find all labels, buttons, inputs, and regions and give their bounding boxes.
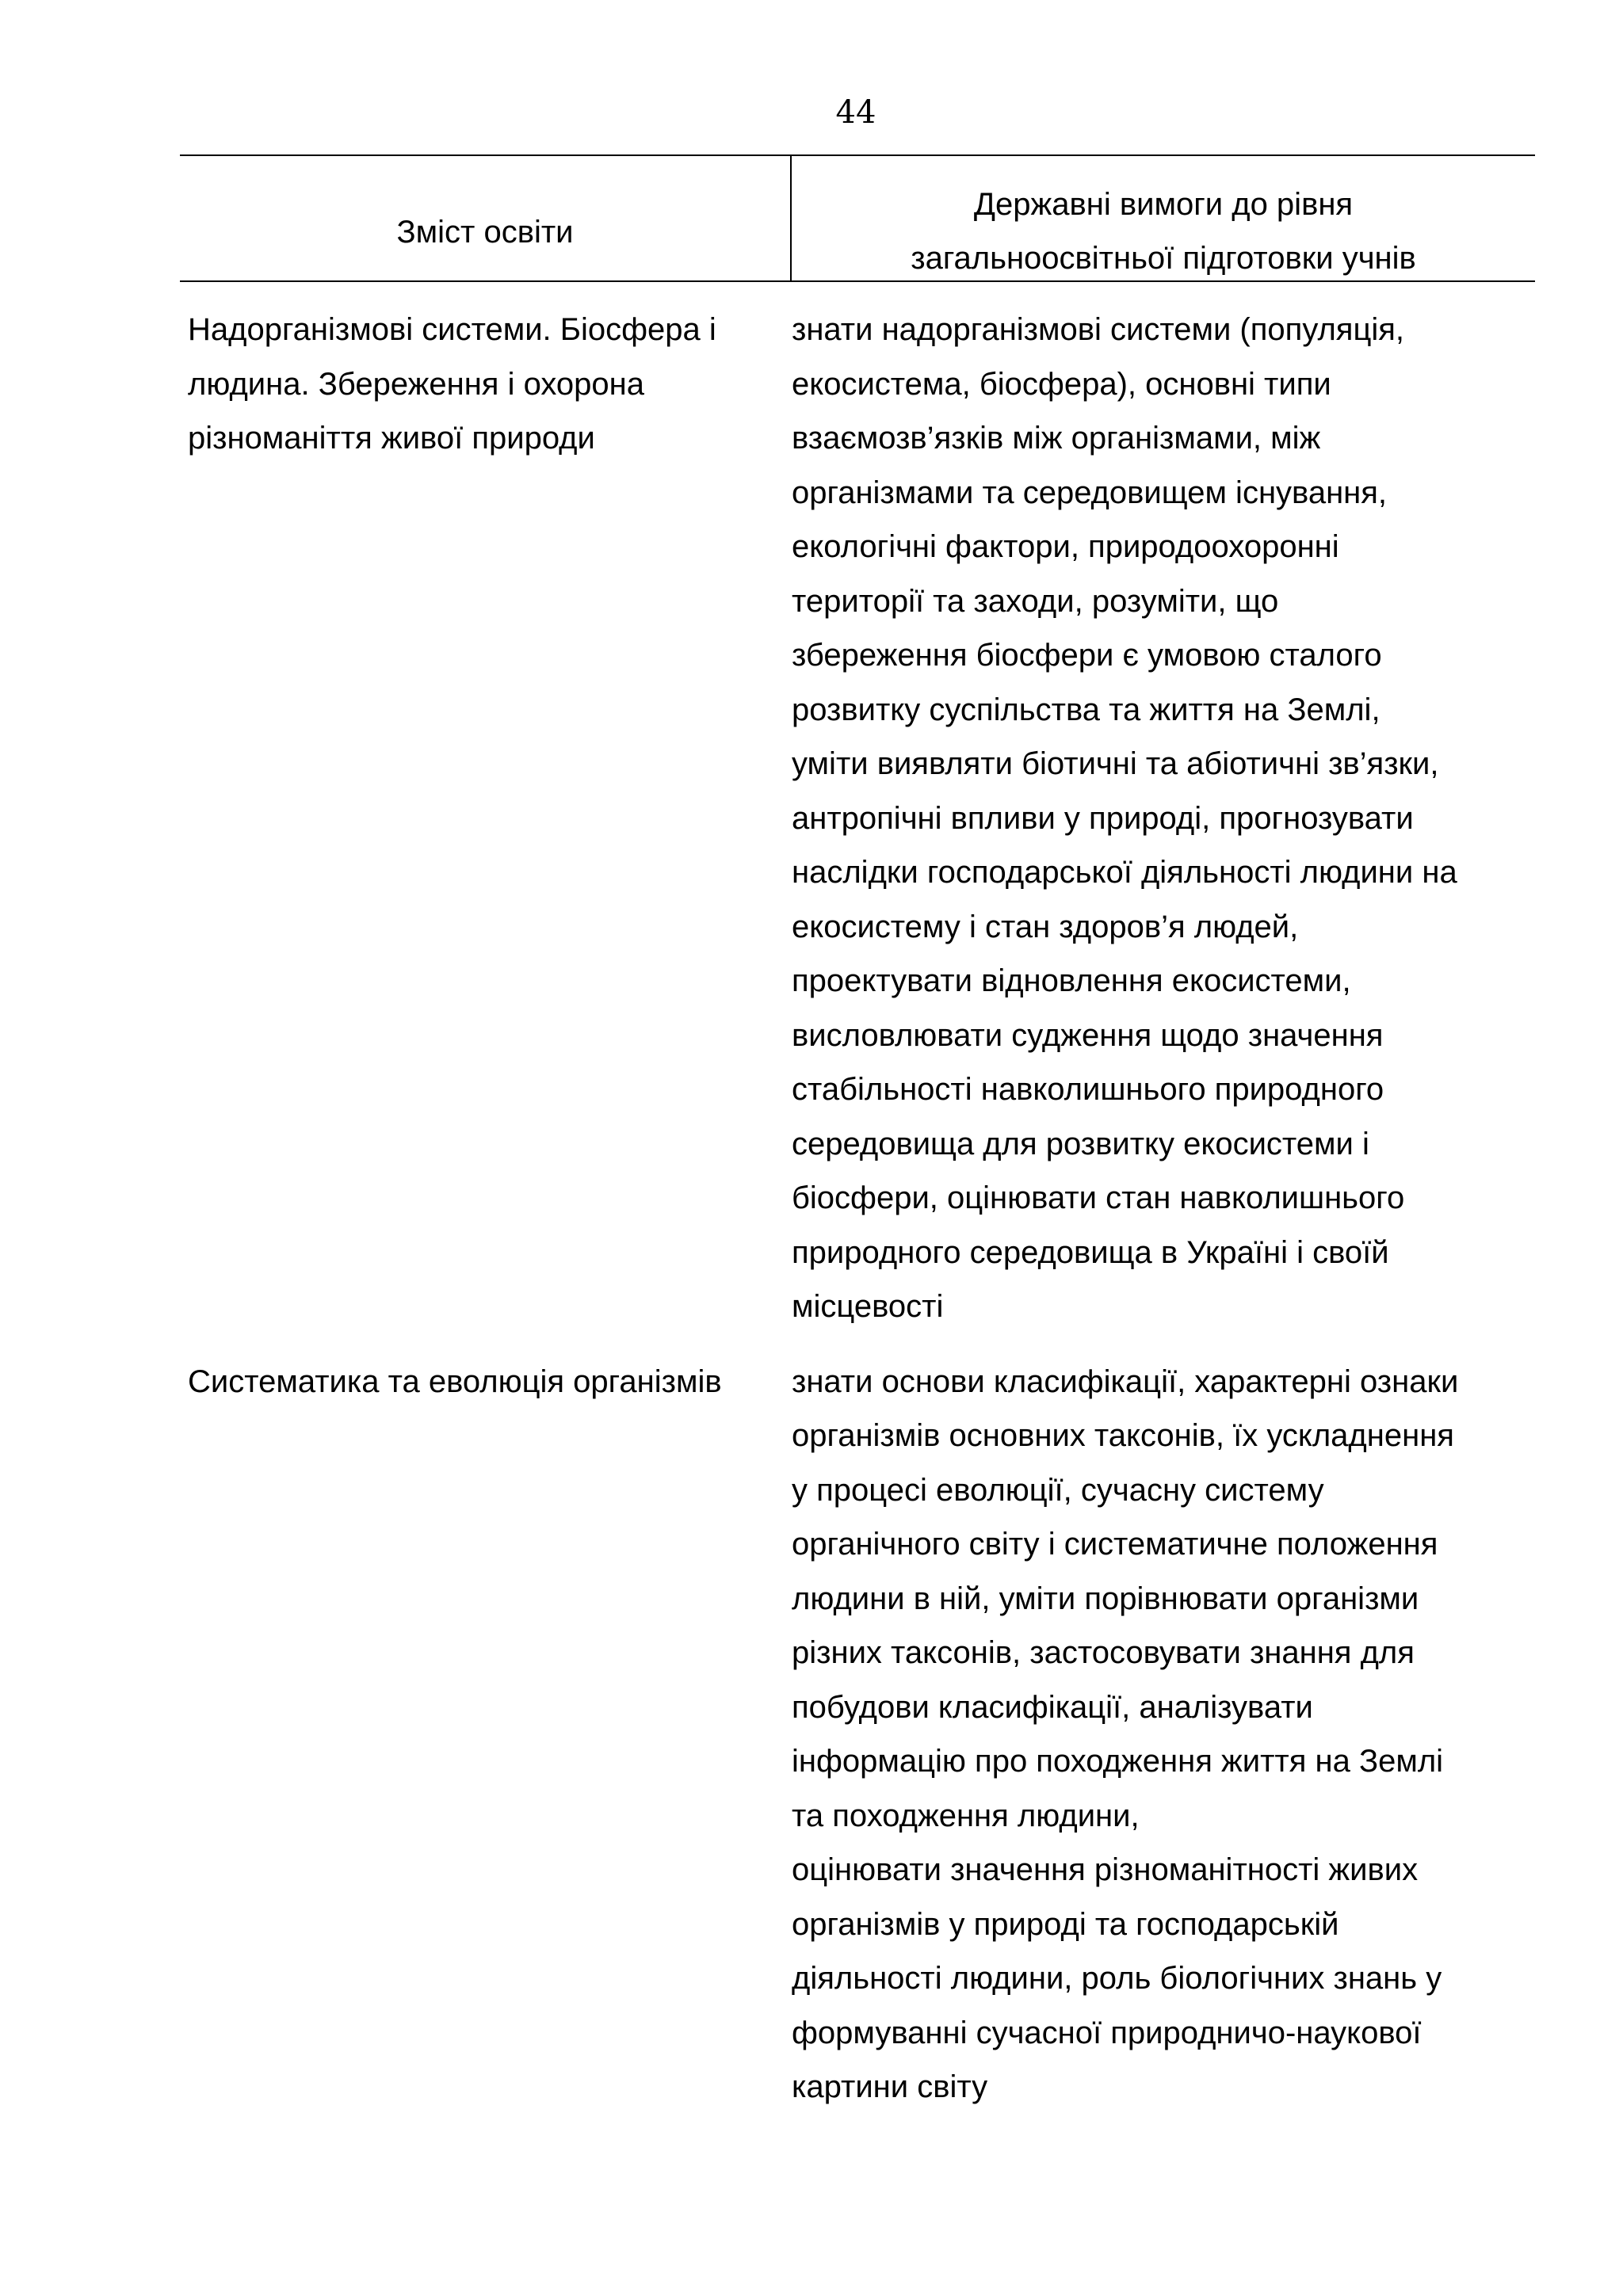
requirements-cell: знати основи класифікації, характерні ознаки організмів основних таксонів, їх ускладнення у процесі еволюції, сучасну систему органічного світу і систематичне положення людини в ній, уміти порівнювати організми різних таксонів, застосовувати знання для побудови класифікації, аналізувати інформацію про походження життя на Землі та походження людини, оцінювати значення різноманітності живих організмів у природі та господарській діяльності людини, роль біологічних знань у формуванні сучасної природничо-наукової картини світу [792,1363,1459,2104]
header-content-column: Зміст освіти [396,215,574,250]
table-row [180,303,1535,1334]
education-standards-table [180,154,1535,2115]
page-number: 44 [835,94,876,131]
table-header [180,154,1535,282]
requirements-cell: знати надорганізмові системи (популяція, екосистема, біосфера), основні типи взаємозв’язків між організмами, між організмами та середовищем існування, екологічні фактори, природоохоронні території та заходи, розуміти, що збереження біосфери є умовою сталого розвитку суспільства та життя на Землі, уміти виявляти біотичні та абіотичні зв’язки, антропічні впливи у природі, прогнозувати наслідки господарської діяльності людини на екосистему і стан здоров’я людей, проектувати відновлення екосистеми, висловлювати судження щодо значення стабільності навколишнього природного середовища для розвитку екосистеми і біосфери, оцінювати стан навколишнього природного середовища в Україні і своїй місцевості [792,312,1457,1324]
content-cell: Надорганізмові системи. Біосфера і людина. Збереження і охорона різноманіття живої природи [188,312,716,456]
table-row [180,1355,1535,2115]
content-cell: Систематика та еволюція організмів [188,1363,722,1399]
header-requirements-column: Державні вимоги до рівня загальноосвітньої підготовки учнів [911,187,1416,276]
